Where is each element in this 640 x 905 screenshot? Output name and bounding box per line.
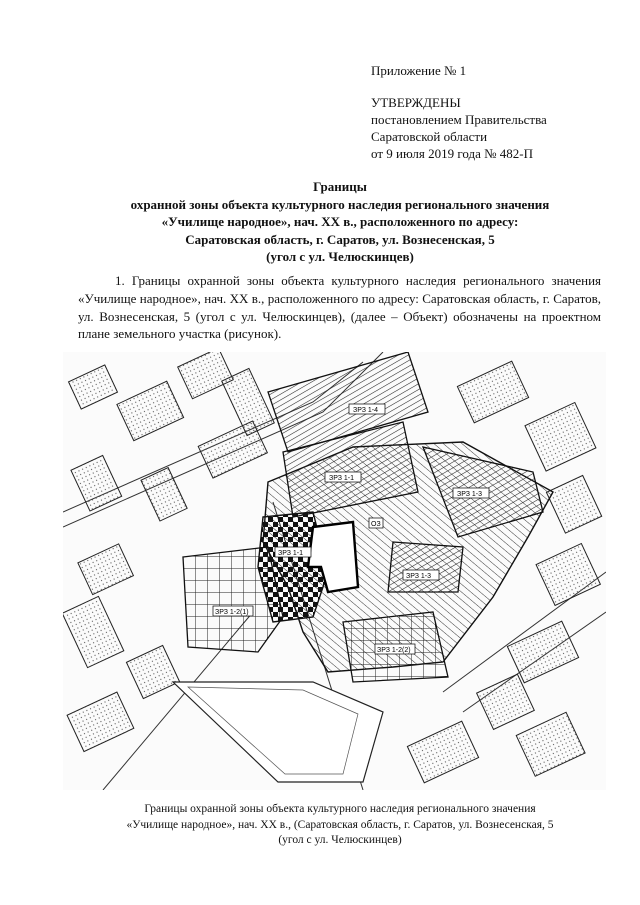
document-title bbox=[40, 178, 640, 266]
caption-line-3: (угол с ул. Челюскинцев) bbox=[278, 834, 402, 846]
site-plan-map bbox=[63, 352, 606, 790]
title-line-3: «Училище народное», нач. XX в., расположенного по адресу: bbox=[161, 214, 519, 229]
appendix-label: Приложение № 1 bbox=[371, 63, 467, 78]
zone-label-3: ЗРЗ 1-3 bbox=[457, 491, 483, 498]
caption-line-2: «Училище народное», нач. XX в., (Саратовская область, г. Саратов, ул. Вознесенская, 5 bbox=[126, 818, 554, 831]
zone-label-8: ЗРЗ 1-2(2) bbox=[377, 647, 411, 654]
approval-line-1: постановлением Правительства bbox=[371, 112, 547, 127]
approved-heading: УТВЕРЖДЕНЫ bbox=[371, 95, 461, 110]
title-line-1: Границы bbox=[313, 179, 367, 194]
zone-label-7: ЗРЗ 1-3 bbox=[406, 573, 432, 580]
body-paragraph: 1. Границы охранной зоны объекта культурного наследия регионального значения «Училище народное», нач. XX в., расположенного по адресу: Саратовская область, г. Саратов, ул. Вознесенская, 5 (угол с ул. Челюскинцев), (далее – Объект) обозначены на проектном плане земельного участка (рисунок). bbox=[78, 273, 601, 342]
zone-label-4: ОЗ bbox=[371, 521, 381, 528]
zone-label-2: ЗРЗ 1-1 bbox=[329, 475, 355, 482]
approval-block bbox=[371, 62, 547, 162]
title-line-5: (угол с ул. Челюскинцев) bbox=[266, 249, 414, 264]
approval-line-3: от 9 июля 2019 года № 482-П bbox=[371, 146, 533, 161]
approval-line-2: Саратовской области bbox=[371, 129, 488, 144]
caption-line-1: Границы охранной зоны объекта культурного наследия регионального значения bbox=[144, 803, 536, 815]
figure-caption bbox=[40, 802, 640, 849]
title-line-2: охранной зоны объекта культурного наследия регионального значения bbox=[130, 196, 550, 212]
title-line-4: Саратовская область, г. Саратов, ул. Вознесенская, 5 bbox=[185, 231, 495, 247]
zone-label-5: ЗРЗ 1-1 bbox=[278, 550, 304, 557]
zone-1-3-south bbox=[388, 542, 463, 592]
zone-label-1: ЗРЗ 1-4 bbox=[353, 407, 379, 414]
zone-label-6: ЗРЗ 1-2(1) bbox=[215, 609, 249, 616]
